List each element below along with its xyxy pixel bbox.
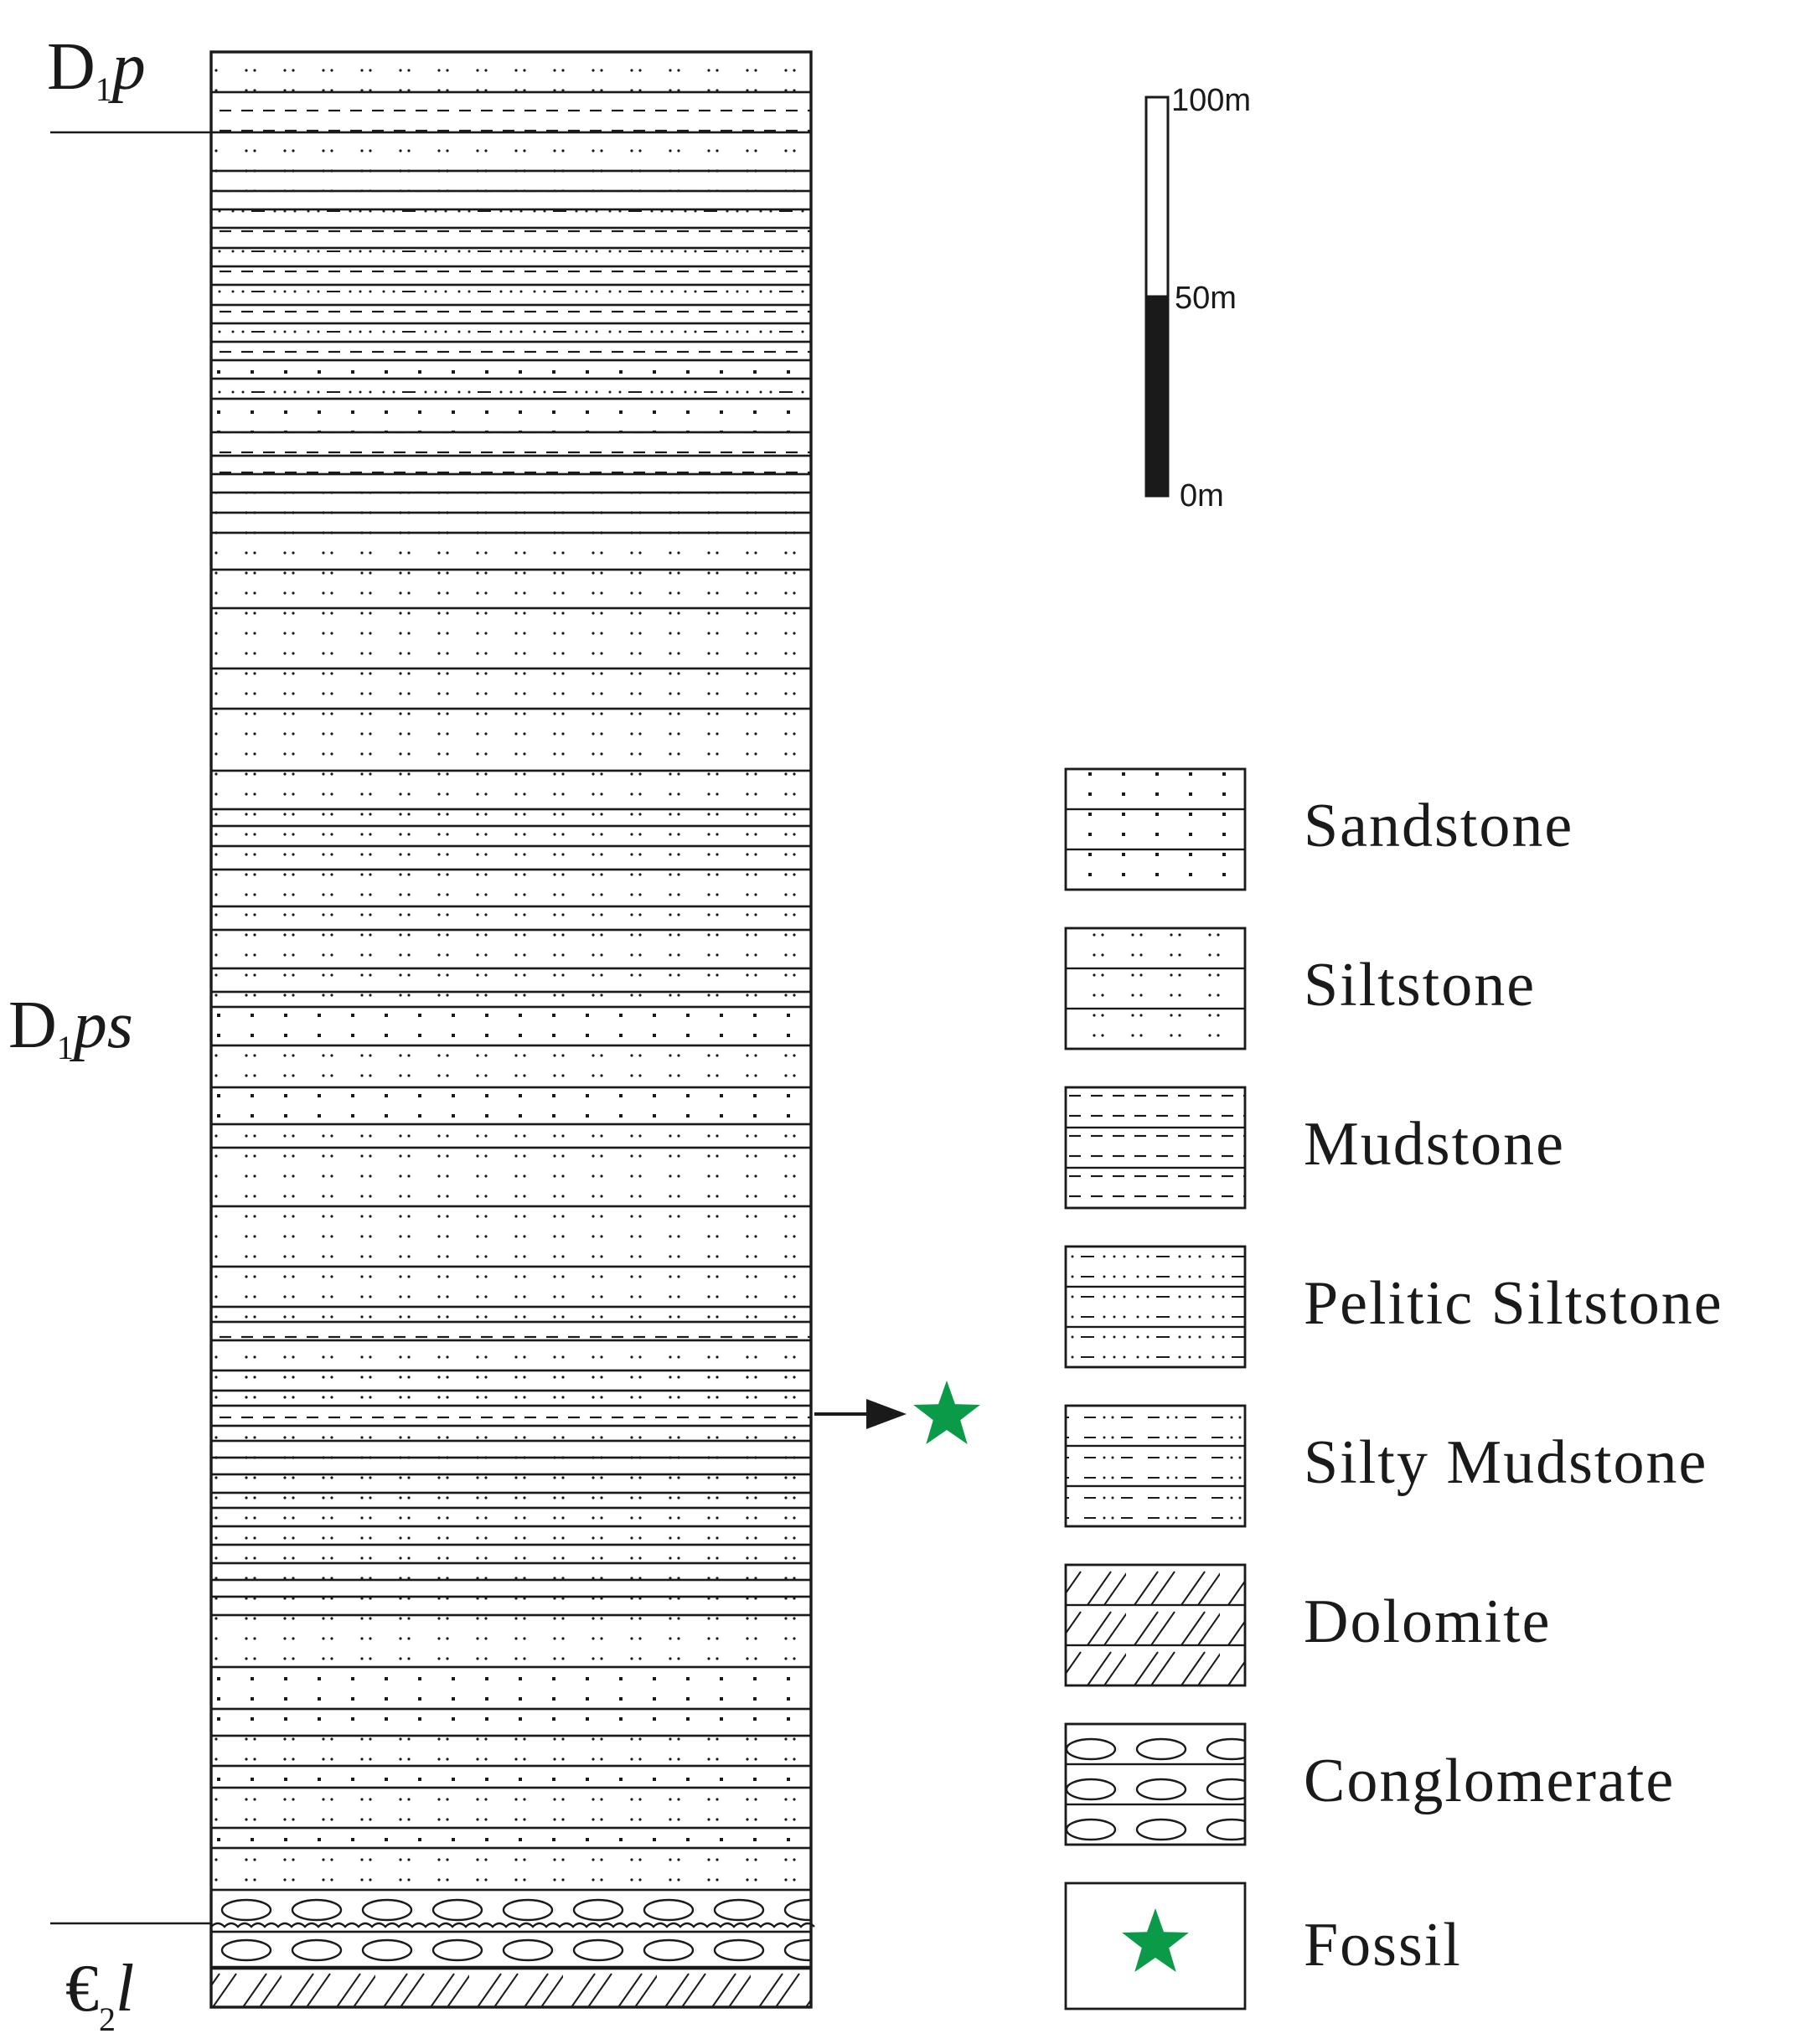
legend-swatch-siltstone	[1066, 928, 1245, 1049]
layer-silt	[211, 1615, 811, 1667]
layer-pel	[211, 285, 811, 305]
layer-mud	[211, 474, 811, 493]
layer-mud	[211, 432, 811, 456]
layer-pel	[211, 379, 811, 399]
layer-mud	[211, 228, 811, 248]
layer-silt	[211, 1474, 811, 1493]
legend-swatch-conglomerate	[1066, 1724, 1245, 1845]
layer-silt	[211, 809, 811, 826]
legend-label-dolomite: Dolomite	[1304, 1587, 1552, 1656]
layer-silt	[211, 1580, 811, 1597]
layer-silt	[211, 1597, 811, 1615]
layer-silt	[211, 513, 811, 533]
formation-label-d1ps: D1ps	[8, 988, 133, 1066]
star-icon	[913, 1381, 980, 1444]
layer-silt	[211, 771, 811, 809]
layer-dolo	[211, 1969, 811, 2007]
layer-mud	[211, 456, 811, 474]
layer-pel	[211, 323, 811, 342]
legend-label-mudstone: Mudstone	[1304, 1110, 1565, 1179]
layer-silt	[211, 968, 811, 992]
legend-swatch-silty_mud	[1066, 1406, 1245, 1526]
layer-silt	[211, 1736, 811, 1766]
layer-sand	[211, 1667, 811, 1709]
legend-item-dolomite	[1066, 1565, 1552, 1685]
stratigraphic-column	[211, 52, 814, 2007]
arrowhead-icon	[866, 1399, 907, 1429]
scale-bar	[1146, 83, 1251, 514]
layer-mud	[211, 92, 811, 132]
formation-label-e2l: $€_2l$	[65, 1952, 135, 2038]
layer-mud	[211, 342, 811, 360]
layer-silt	[211, 1426, 811, 1441]
layer-silt	[211, 52, 811, 92]
layer-mud	[211, 305, 811, 323]
legend-swatch-pelitic	[1066, 1247, 1245, 1367]
legend-label-conglomerate: Conglomerate	[1304, 1747, 1676, 1815]
formation-label-d1p: D1p	[47, 30, 146, 108]
layer-sand	[211, 1007, 811, 1045]
legend-item-fossil	[1066, 1883, 1462, 2009]
scale-label-0m: 0m	[1180, 478, 1224, 514]
legend-item-silty_mud	[1066, 1406, 1707, 1526]
legend-label-siltstone: Siltstone	[1304, 951, 1537, 1019]
layer-silt	[211, 826, 811, 846]
layer-silt	[211, 1267, 811, 1307]
layer-silt	[211, 1340, 811, 1370]
layer-silt	[211, 1124, 811, 1148]
layer-silt	[211, 1508, 811, 1526]
layer-sand	[211, 399, 811, 432]
layer-silt	[211, 1441, 811, 1458]
layer-silt	[211, 668, 811, 709]
layer-silt	[211, 930, 811, 968]
layer-silt	[211, 1848, 811, 1890]
scale-bar-lower-segment	[1146, 297, 1168, 496]
layer-silt	[211, 1370, 811, 1391]
legend	[1066, 769, 1723, 2009]
layer-silt	[211, 1545, 811, 1563]
layer-pel	[211, 248, 811, 266]
layer-silt	[211, 1526, 811, 1545]
legend-label-fossil: Fossil	[1304, 1911, 1462, 1979]
legend-swatch-dolomite	[1066, 1565, 1245, 1685]
scale-label-50m: 50m	[1175, 281, 1237, 316]
layer-sand	[211, 1828, 811, 1848]
scale-label-100m: 100m	[1171, 83, 1252, 118]
legend-label-silty_mud: Silty Mudstone	[1304, 1428, 1708, 1497]
legend-item-conglomerate	[1066, 1724, 1675, 1845]
layer-silt	[211, 1148, 811, 1206]
legend-swatch-mudstone	[1066, 1087, 1245, 1208]
layer-silt	[211, 171, 811, 191]
layer-silt	[211, 906, 811, 930]
layer-cong	[211, 1932, 811, 1969]
layer-silt	[211, 132, 811, 171]
legend-label-sandstone: Sandstone	[1304, 792, 1574, 860]
layer-silt	[211, 1493, 811, 1508]
layer-silt	[211, 1206, 811, 1267]
legend-swatch-sandstone	[1066, 769, 1245, 890]
layer-silt	[211, 1307, 811, 1322]
formation-labels	[8, 30, 146, 2038]
layer-silt	[211, 1391, 811, 1406]
fossil-marker	[814, 1381, 980, 1444]
layer-sand	[211, 1709, 811, 1736]
layer-silt	[211, 992, 811, 1007]
layer-mud	[211, 1406, 811, 1426]
layer-mud	[211, 191, 811, 209]
legend-item-mudstone	[1066, 1087, 1565, 1208]
layer-mud	[211, 1322, 811, 1340]
layer-silt	[211, 533, 811, 570]
layer-silt	[211, 709, 811, 771]
legend-item-siltstone	[1066, 928, 1536, 1049]
legend-item-pelitic	[1066, 1247, 1723, 1367]
layer-sand	[211, 1087, 811, 1124]
layer-silt	[211, 870, 811, 906]
layer-silt	[211, 1045, 811, 1087]
layer-mud	[211, 266, 811, 285]
layer-sand	[211, 360, 811, 379]
layer-silt	[211, 1788, 811, 1828]
layer-silt	[211, 1563, 811, 1580]
layer-silt	[211, 570, 811, 608]
layer-silt	[211, 493, 811, 513]
legend-item-sandstone	[1066, 769, 1573, 890]
layer-pel	[211, 209, 811, 228]
legend-label-pelitic: Pelitic Siltstone	[1304, 1269, 1723, 1338]
scale-bar-upper-segment	[1146, 97, 1168, 297]
layer-silt	[211, 608, 811, 668]
layer-silt	[211, 846, 811, 870]
layer-silt	[211, 1458, 811, 1474]
layer-sand	[211, 1766, 811, 1788]
